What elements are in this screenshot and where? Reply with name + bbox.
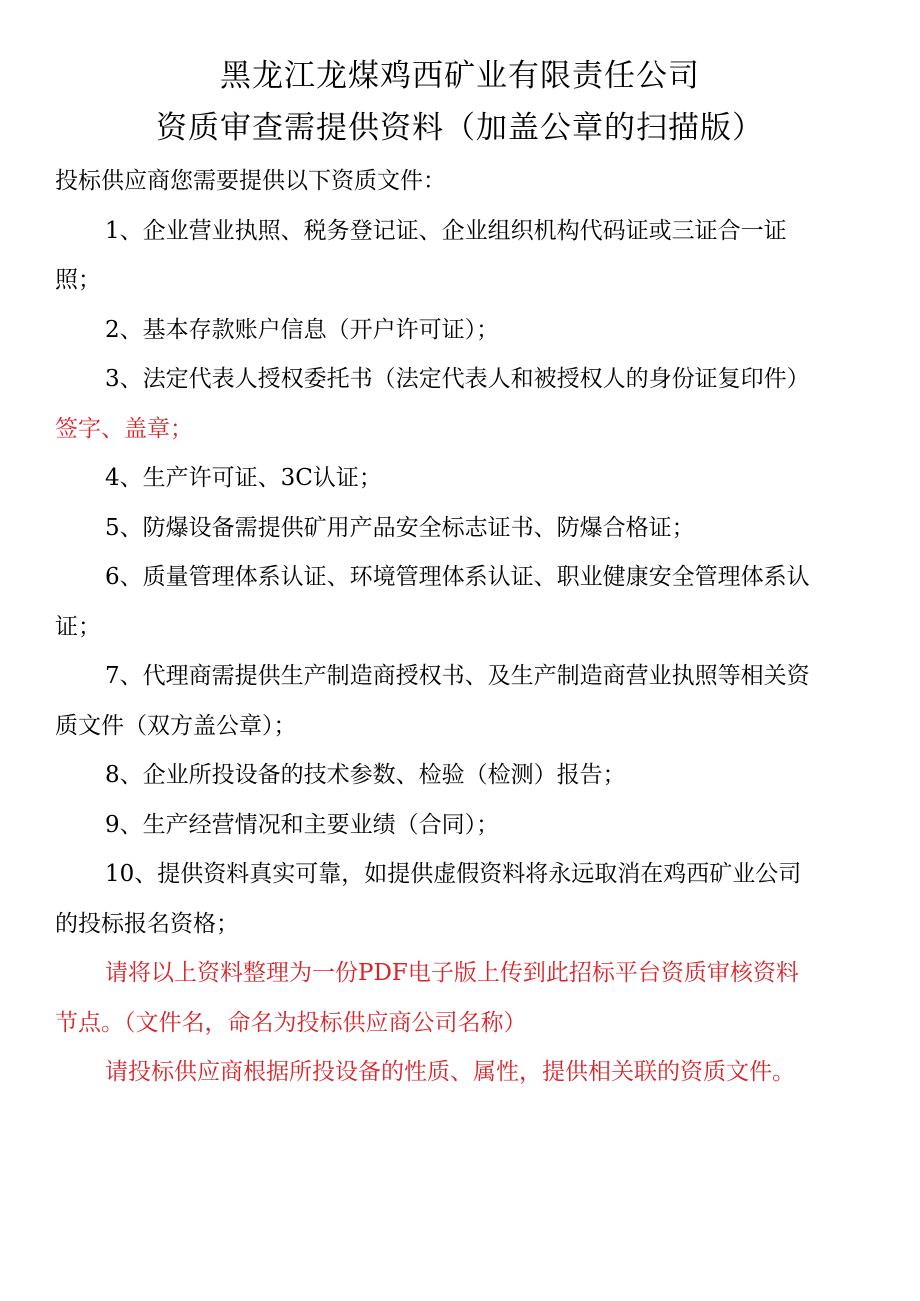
list-item-10-line1: 10、提供资料真实可靠，如提供虚假资料将永远取消在鸡西矿业公司 xyxy=(105,861,802,887)
list-item-3-line1: 3、法定代表人授权委托书（法定代表人和被授权人的身份证复印件） xyxy=(105,366,810,392)
list-item-4: 4、生产许可证、3C认证； xyxy=(105,465,382,491)
list-item-6-line2: 证； xyxy=(55,613,101,640)
list-item-7-line2: 质文件（双方盖公章）； xyxy=(55,712,297,739)
list-item-2: 2、基本存款账户信息（开户许可证）； xyxy=(105,316,500,343)
document-title: 资质审查需提供资料（加盖公章的扫描版） xyxy=(156,110,764,146)
document-body xyxy=(55,157,867,1098)
list-item-3-line2: 签字、盖章； xyxy=(55,415,193,442)
note-1-line2: 节点。（文件名，命名为投标供应商公司名称） xyxy=(55,1009,527,1036)
list-item-10-line2: 的投标报名资格； xyxy=(55,910,239,937)
list-item-1-line2: 照； xyxy=(55,267,101,293)
note-2: 请投标供应商根据所投设备的性质、属性，提供相关联的资质文件。 xyxy=(105,1059,795,1085)
list-item-5: 5、防爆设备需提供矿用产品安全标志证书、防爆合格证； xyxy=(105,514,695,541)
list-item-1-line1: 1、企业营业执照、税务登记证、企业组织机构代码证或三证合一证 xyxy=(105,217,787,244)
list-item-7-line1: 7、代理商需提供生产制造商授权书、及生产制造商营业执照等相关资 xyxy=(105,663,810,689)
list-item-9: 9、生产经营情况和主要业绩（合同）； xyxy=(105,811,500,838)
note-1-line1: 请将以上资料整理为一份PDF电子版上传到此招标平台资质审核资料 xyxy=(105,960,799,986)
list-item-6-line1: 6、质量管理体系认证、环境管理体系认证、职业健康安全管理体系认 xyxy=(105,564,810,590)
intro-text: 投标供应商您需要提供以下资质文件： xyxy=(55,168,446,194)
company-title: 黑龙江龙煤鸡西矿业有限责任公司 xyxy=(220,58,700,94)
list-item-8: 8、企业所投设备的技术参数、检验（检测）报告； xyxy=(105,762,626,788)
